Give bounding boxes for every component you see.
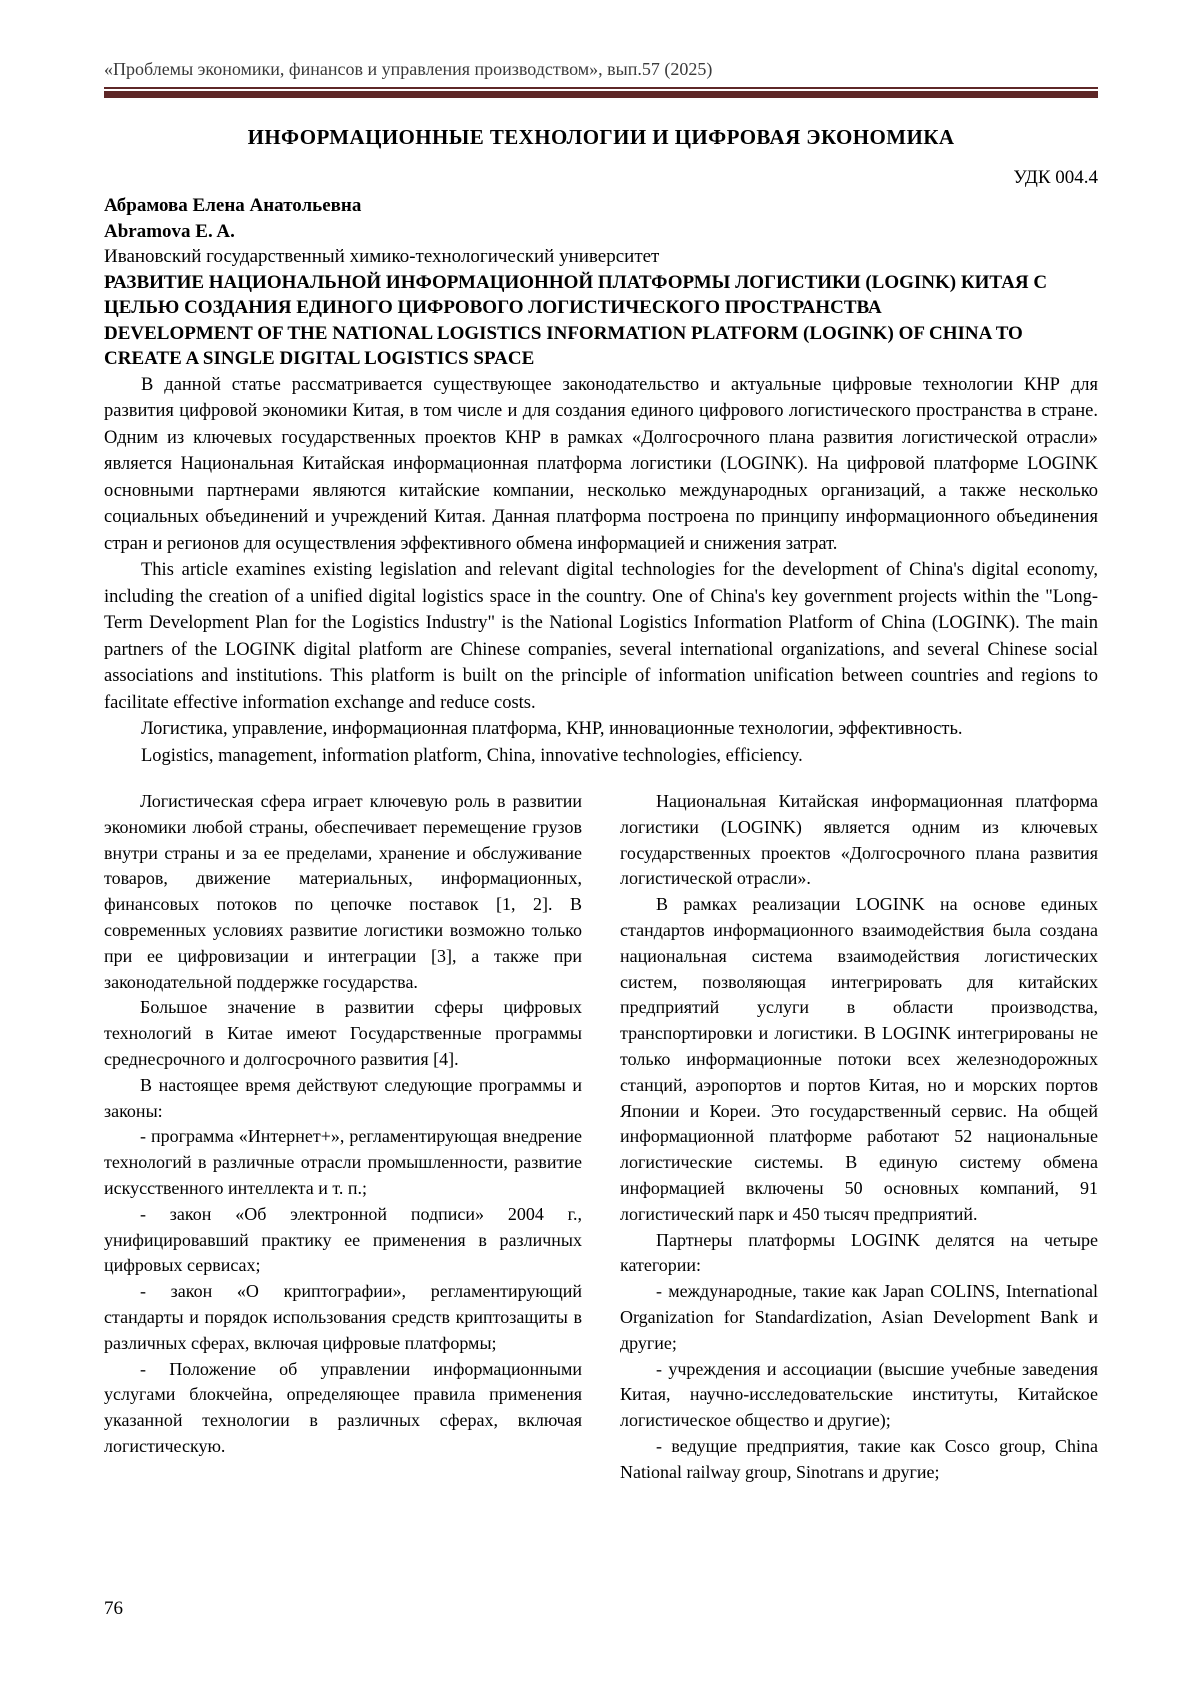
- body-paragraph: В рамках реализации LOGINK на основе единых стандартов информационного взаимодействия была создана национальная система взаимодействия логистических систем, позволяющая интегрировать для китайских предприятий услуги в области производства, транспортировки и логистики. В LOGINK интегрированы не только информационные потоки всех железнодорожных станций, аэропортов и портов Китая, но и морских портов Японии и Кореи. Это государственный сервис. На общей информационной платформе работают 52 национальные логистические системы. В единую систему обмена информацией включены 50 основных компаний, 91 логистический парк и 450 тысяч предприятий.: [620, 894, 1098, 1224]
- keywords-ru: Логистика, управление, информационная платформа, КНР, инновационные технологии, эффективность.: [141, 719, 963, 739]
- abstract-en: This article examines existing legislation and relevant digital technologies for the development of China's digital economy, including the creation of a unified digital logistics space in the country. One of China's key government projects within the "Long-Term Development Plan for the Logistics Industry" is the National Logistics Information Platform of China (LOGINK). The main partners of the LOGINK digital platform are Chinese companies, several international organizations, and several Chinese social associations and institutions. This platform is built on the principle of information unification between countries and regions to facilitate effective information exchange and reduce costs.: [104, 560, 1098, 713]
- udk-label: УДК 004.4: [1013, 167, 1098, 188]
- body-paragraph: Партнеры платформы LOGINK делятся на четыре категории:: [620, 1229, 1098, 1276]
- article-title-ru: РАЗВИТИЕ НАЦИОНАЛЬНОЙ ИНФОРМАЦИОННОЙ ПЛАТФОРМЫ ЛОГИСТИКИ (LOGINK) КИТАЯ С ЦЕЛЬЮ СОЗДАНИЯ ЕДИНОГО ЦИФРОВОГО ЛОГИСТИЧЕСКОГО ПРОСТРАНСТВА: [104, 271, 1048, 318]
- header-rule: [104, 87, 1098, 98]
- article-title-en: DEVELOPMENT OF THE NATIONAL LOGISTICS INFORMATION PLATFORM (LOGINK) OF CHINA TO CREATE A SINGLE DIGITAL LOGISTICS SPACE: [104, 322, 1023, 369]
- abstract-ru: В данной статье рассматривается существующее законодательство и актуальные цифровые технологии КНР для развития цифровой экономики Китая, в том числе и для создания единого цифрового логистического пространства в стране. Одним из ключевых государственных проектов КНР в рамках «Долгосрочного плана развития логистической отрасли» является Национальная Китайская информационная платформа логистики (LOGINK). На цифровой платформе LOGINK основными партнерами являются китайские компании, несколько международных организаций, а также несколько социальных объединений и учреждений Китая. Данная платформа построена по принципу информационного объединения стран и регионов для осуществления эффективного обмена информацией и снижения затрат.: [104, 374, 1098, 554]
- body-columns: [104, 789, 1098, 1486]
- body-paragraph: - программа «Интернет+», регламентирующая внедрение технологий в различные отрасли промышленности, развитие искусственного интеллекта и т. п.;: [104, 1126, 582, 1198]
- page-content: [104, 58, 1098, 1486]
- body-paragraph: - закон «О криптографии», регламентирующий стандарты и порядок использования средств криптозащиты в различных сферах, включая цифровые платформы;: [104, 1281, 582, 1353]
- body-paragraph: - учреждения и ассоциации (высшие учебные заведения Китая, научно-исследовательские институты, Китайское логистическое общество и другие);: [620, 1358, 1098, 1431]
- body-paragraph: - ведущие предприятия, такие как Cosco group, China National railway group, Sinotrans и другие;: [620, 1435, 1098, 1482]
- page-number: 76: [104, 1598, 123, 1619]
- author-name-en: Abramova E. A.: [104, 220, 235, 242]
- body-paragraph: Национальная Китайская информационная платформа логистики (LOGINK) является одним из ключевых государственных проектов «Долгосрочного плана развития логистической отрасли».: [620, 791, 1098, 889]
- author-name-ru: Абрамова Елена Анатольевна: [104, 195, 362, 216]
- body-paragraph: - международные, такие как Japan COLINS, International Organization for Standardization, Asian Development Bank и другие;: [620, 1281, 1098, 1353]
- affiliation: Ивановский государственный химико-технологический университет: [104, 246, 660, 267]
- body-paragraph: Логистическая сфера играет ключевую роль в развитии экономики любой страны, обеспечивает перемещение грузов внутри страны и за ее пределами, хранение и обслуживание товаров, движение материальных, информационных, финансовых потоков по цепочке поставок [1, 2]. В современных условиях развитие логистики возможно только при ее цифровизации и интеграции [3], а также при законодательной поддержке государства.: [104, 791, 582, 992]
- running-head: «Проблемы экономики, финансов и управления производством», вып.57 (2025): [104, 59, 713, 79]
- body-paragraph: - закон «Об электронной подписи» 2004 г., унифицировавший практику ее применения в различных цифровых сервисах;: [104, 1203, 582, 1276]
- body-paragraph: В настоящее время действуют следующие программы и законы:: [104, 1074, 582, 1121]
- keywords-en: Logistics, management, information platform, China, innovative technologies, efficiency.: [141, 745, 803, 766]
- header-rule-thick: [104, 91, 1098, 98]
- body-column-left: [104, 789, 582, 1486]
- body-column-right: [620, 789, 1098, 1486]
- body-paragraph: - Положение об управлении информационными услугами блокчейна, определяющее правила применения указанной технологии в различных сферах, включая логистическую.: [104, 1358, 582, 1456]
- section-title: ИНФОРМАЦИОННЫЕ ТЕХНОЛОГИИ И ЦИФРОВАЯ ЭКОНОМИКА: [247, 125, 955, 149]
- body-paragraph: Большое значение в развитии сферы цифровых технологий в Китае имеют Государственные программы среднесрочного и долгосрочного развития [4].: [104, 997, 582, 1069]
- article-meta: [104, 193, 1098, 372]
